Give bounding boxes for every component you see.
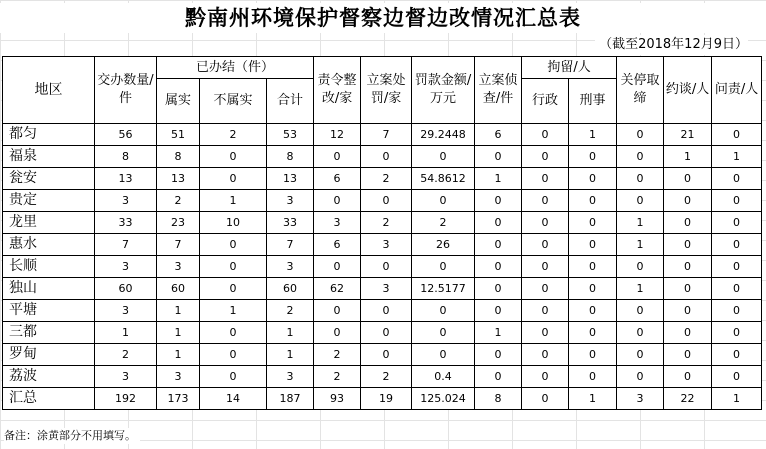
cell-region: 龙里 bbox=[3, 212, 95, 234]
table-row bbox=[3, 190, 762, 212]
cell-closed-true: 3 bbox=[157, 256, 200, 278]
cell-rectify: 6 bbox=[314, 168, 361, 190]
cell-closed-false: 1 bbox=[200, 300, 267, 322]
cell-interview: 21 bbox=[664, 124, 712, 146]
header-closed-false: 不属实 bbox=[200, 79, 267, 124]
cell-closed-false: 0 bbox=[200, 168, 267, 190]
cell-handed: 33 bbox=[95, 212, 157, 234]
cell-fine: 0 bbox=[412, 300, 475, 322]
cell-region: 惠水 bbox=[3, 234, 95, 256]
cell-case-penalty: 2 bbox=[361, 366, 412, 388]
cell-fine: 2 bbox=[412, 212, 475, 234]
table-row bbox=[3, 366, 762, 388]
cell-closed-false: 0 bbox=[200, 344, 267, 366]
sheet-title: 黔南州环境保护督察边督边改情况汇总表 bbox=[0, 3, 766, 33]
cell-accountable: 0 bbox=[712, 124, 762, 146]
cell-interview: 0 bbox=[664, 256, 712, 278]
cell-shutdown: 1 bbox=[617, 278, 664, 300]
cell-region: 贵定 bbox=[3, 190, 95, 212]
cell-detain-crim: 0 bbox=[569, 278, 617, 300]
cell-closed-total: 53 bbox=[267, 124, 314, 146]
header-interview: 约谈/人 bbox=[664, 57, 712, 124]
cell-fine: 26 bbox=[412, 234, 475, 256]
table-row bbox=[3, 388, 762, 410]
cell-rectify: 62 bbox=[314, 278, 361, 300]
cell-closed-true: 51 bbox=[157, 124, 200, 146]
cell-region: 独山 bbox=[3, 278, 95, 300]
cell-fine: 0 bbox=[412, 344, 475, 366]
cell-closed-true: 3 bbox=[157, 366, 200, 388]
cell-closed-false: 0 bbox=[200, 366, 267, 388]
cell-closed-total: 3 bbox=[267, 190, 314, 212]
cell-shutdown: 0 bbox=[617, 256, 664, 278]
cell-closed-false: 10 bbox=[200, 212, 267, 234]
cell-rectify: 12 bbox=[314, 124, 361, 146]
cell-closed-false: 0 bbox=[200, 146, 267, 168]
cell-accountable: 0 bbox=[712, 212, 762, 234]
header-closed-group: 已办结（件） bbox=[157, 57, 314, 79]
cell-handed: 2 bbox=[95, 344, 157, 366]
cell-case-invest: 1 bbox=[475, 168, 522, 190]
cell-closed-false: 14 bbox=[200, 388, 267, 410]
cell-closed-true: 1 bbox=[157, 322, 200, 344]
cell-closed-true: 60 bbox=[157, 278, 200, 300]
cell-closed-total: 1 bbox=[267, 322, 314, 344]
cell-detain-crim: 0 bbox=[569, 146, 617, 168]
table-row bbox=[3, 146, 762, 168]
header-detain-group: 拘留/人 bbox=[522, 57, 617, 79]
cell-case-penalty: 0 bbox=[361, 256, 412, 278]
cell-closed-true: 1 bbox=[157, 300, 200, 322]
cell-closed-false: 0 bbox=[200, 256, 267, 278]
cell-case-penalty: 0 bbox=[361, 344, 412, 366]
cell-shutdown: 1 bbox=[617, 212, 664, 234]
cell-closed-total: 8 bbox=[267, 146, 314, 168]
cell-handed: 60 bbox=[95, 278, 157, 300]
cell-interview: 22 bbox=[664, 388, 712, 410]
cell-accountable: 1 bbox=[712, 146, 762, 168]
cell-region: 罗甸 bbox=[3, 344, 95, 366]
cell-shutdown: 1 bbox=[617, 234, 664, 256]
cell-detain-admin: 0 bbox=[522, 366, 569, 388]
cell-case-penalty: 0 bbox=[361, 300, 412, 322]
cell-detain-crim: 0 bbox=[569, 322, 617, 344]
cell-detain-admin: 0 bbox=[522, 300, 569, 322]
cell-closed-true: 1 bbox=[157, 344, 200, 366]
table-row bbox=[3, 300, 762, 322]
cell-detain-admin: 0 bbox=[522, 234, 569, 256]
cell-fine: 0.4 bbox=[412, 366, 475, 388]
cell-case-invest: 0 bbox=[475, 234, 522, 256]
cell-case-invest: 8 bbox=[475, 388, 522, 410]
cell-shutdown: 0 bbox=[617, 344, 664, 366]
cell-detain-admin: 0 bbox=[522, 146, 569, 168]
cell-region: 平塘 bbox=[3, 300, 95, 322]
cell-handed: 3 bbox=[95, 256, 157, 278]
cell-rectify: 0 bbox=[314, 322, 361, 344]
cell-shutdown: 0 bbox=[617, 146, 664, 168]
table-row bbox=[3, 212, 762, 234]
cell-rectify: 0 bbox=[314, 146, 361, 168]
as-of-date: （截至2018年12月9日） bbox=[595, 35, 748, 55]
cell-interview: 0 bbox=[664, 300, 712, 322]
cell-case-penalty: 0 bbox=[361, 322, 412, 344]
cell-accountable: 0 bbox=[712, 300, 762, 322]
cell-closed-true: 8 bbox=[157, 146, 200, 168]
cell-detain-admin: 0 bbox=[522, 278, 569, 300]
header-handed: 交办数量/件 bbox=[95, 57, 157, 124]
cell-interview: 0 bbox=[664, 278, 712, 300]
cell-detain-crim: 1 bbox=[569, 124, 617, 146]
cell-closed-true: 23 bbox=[157, 212, 200, 234]
header-case-penalty: 立案处罚/家 bbox=[361, 57, 412, 124]
table-body bbox=[3, 124, 762, 410]
cell-closed-total: 2 bbox=[267, 300, 314, 322]
cell-interview: 0 bbox=[664, 344, 712, 366]
cell-shutdown: 0 bbox=[617, 300, 664, 322]
cell-accountable: 0 bbox=[712, 256, 762, 278]
table-row bbox=[3, 168, 762, 190]
cell-interview: 0 bbox=[664, 366, 712, 388]
cell-interview: 1 bbox=[664, 146, 712, 168]
cell-closed-true: 173 bbox=[157, 388, 200, 410]
cell-region: 福泉 bbox=[3, 146, 95, 168]
cell-closed-false: 1 bbox=[200, 190, 267, 212]
cell-interview: 0 bbox=[664, 212, 712, 234]
summary-table bbox=[2, 56, 762, 410]
cell-case-invest: 0 bbox=[475, 278, 522, 300]
cell-accountable: 0 bbox=[712, 366, 762, 388]
header-closed-true: 属实 bbox=[157, 79, 200, 124]
table-row bbox=[3, 278, 762, 300]
table-row bbox=[3, 234, 762, 256]
cell-handed: 7 bbox=[95, 234, 157, 256]
cell-closed-total: 3 bbox=[267, 366, 314, 388]
cell-interview: 0 bbox=[664, 234, 712, 256]
cell-closed-false: 0 bbox=[200, 234, 267, 256]
cell-region: 三都 bbox=[3, 322, 95, 344]
table-row bbox=[3, 344, 762, 366]
cell-interview: 0 bbox=[664, 168, 712, 190]
table-row bbox=[3, 256, 762, 278]
cell-detain-crim: 1 bbox=[569, 388, 617, 410]
table-row bbox=[3, 124, 762, 146]
cell-detain-crim: 0 bbox=[569, 256, 617, 278]
header-detain-admin: 行政 bbox=[522, 79, 569, 124]
cell-accountable: 0 bbox=[712, 278, 762, 300]
cell-region: 汇总 bbox=[3, 388, 95, 410]
cell-closed-false: 0 bbox=[200, 278, 267, 300]
cell-rectify: 0 bbox=[314, 256, 361, 278]
cell-shutdown: 3 bbox=[617, 388, 664, 410]
cell-detain-admin: 0 bbox=[522, 388, 569, 410]
cell-fine: 0 bbox=[412, 146, 475, 168]
cell-fine: 29.2448 bbox=[412, 124, 475, 146]
cell-rectify: 2 bbox=[314, 366, 361, 388]
cell-shutdown: 0 bbox=[617, 124, 664, 146]
cell-rectify: 0 bbox=[314, 300, 361, 322]
cell-fine: 125.024 bbox=[412, 388, 475, 410]
header-region: 地区 bbox=[3, 57, 95, 124]
cell-case-invest: 0 bbox=[475, 256, 522, 278]
cell-accountable: 0 bbox=[712, 168, 762, 190]
cell-rectify: 3 bbox=[314, 212, 361, 234]
header-row-1 bbox=[3, 57, 762, 79]
cell-closed-total: 3 bbox=[267, 256, 314, 278]
cell-case-invest: 0 bbox=[475, 146, 522, 168]
cell-closed-true: 7 bbox=[157, 234, 200, 256]
cell-interview: 0 bbox=[664, 322, 712, 344]
cell-accountable: 0 bbox=[712, 322, 762, 344]
cell-case-penalty: 19 bbox=[361, 388, 412, 410]
header-closed-total: 合计 bbox=[267, 79, 314, 124]
cell-shutdown: 0 bbox=[617, 322, 664, 344]
cell-closed-false: 0 bbox=[200, 322, 267, 344]
cell-detain-admin: 0 bbox=[522, 322, 569, 344]
cell-region: 荔波 bbox=[3, 366, 95, 388]
header-detain-crim: 刑事 bbox=[569, 79, 617, 124]
cell-detain-crim: 0 bbox=[569, 190, 617, 212]
header-accountable: 问责/人 bbox=[712, 57, 762, 124]
cell-case-invest: 0 bbox=[475, 212, 522, 234]
cell-detain-admin: 0 bbox=[522, 190, 569, 212]
cell-case-invest: 0 bbox=[475, 300, 522, 322]
cell-region: 都匀 bbox=[3, 124, 95, 146]
cell-accountable: 1 bbox=[712, 388, 762, 410]
header-case-invest: 立案侦查/件 bbox=[475, 57, 522, 124]
cell-fine: 0 bbox=[412, 256, 475, 278]
cell-region: 长顺 bbox=[3, 256, 95, 278]
table-row bbox=[3, 322, 762, 344]
cell-case-invest: 6 bbox=[475, 124, 522, 146]
cell-region: 瓮安 bbox=[3, 168, 95, 190]
cell-closed-total: 60 bbox=[267, 278, 314, 300]
cell-detain-admin: 0 bbox=[522, 256, 569, 278]
cell-closed-total: 13 bbox=[267, 168, 314, 190]
cell-closed-total: 187 bbox=[267, 388, 314, 410]
cell-shutdown: 0 bbox=[617, 168, 664, 190]
cell-detain-crim: 0 bbox=[569, 212, 617, 234]
cell-rectify: 93 bbox=[314, 388, 361, 410]
cell-fine: 12.5177 bbox=[412, 278, 475, 300]
cell-case-penalty: 2 bbox=[361, 212, 412, 234]
cell-closed-total: 7 bbox=[267, 234, 314, 256]
cell-detain-admin: 0 bbox=[522, 344, 569, 366]
cell-detain-admin: 0 bbox=[522, 124, 569, 146]
cell-case-penalty: 0 bbox=[361, 190, 412, 212]
cell-detain-crim: 0 bbox=[569, 344, 617, 366]
cell-detain-crim: 0 bbox=[569, 234, 617, 256]
cell-handed: 192 bbox=[95, 388, 157, 410]
footnote: 备注：涂黄部分不用填写。 bbox=[4, 428, 140, 444]
cell-closed-total: 1 bbox=[267, 344, 314, 366]
cell-closed-false: 2 bbox=[200, 124, 267, 146]
cell-shutdown: 0 bbox=[617, 366, 664, 388]
cell-detain-admin: 0 bbox=[522, 168, 569, 190]
cell-detain-admin: 0 bbox=[522, 212, 569, 234]
cell-handed: 3 bbox=[95, 366, 157, 388]
cell-detain-crim: 0 bbox=[569, 366, 617, 388]
cell-closed-total: 33 bbox=[267, 212, 314, 234]
cell-case-penalty: 3 bbox=[361, 234, 412, 256]
header-rectify: 责令整改/家 bbox=[314, 57, 361, 124]
cell-accountable: 0 bbox=[712, 344, 762, 366]
cell-interview: 0 bbox=[664, 190, 712, 212]
cell-accountable: 0 bbox=[712, 234, 762, 256]
cell-case-invest: 1 bbox=[475, 322, 522, 344]
cell-detain-crim: 0 bbox=[569, 300, 617, 322]
cell-case-invest: 0 bbox=[475, 344, 522, 366]
cell-rectify: 0 bbox=[314, 190, 361, 212]
cell-case-penalty: 0 bbox=[361, 146, 412, 168]
cell-handed: 56 bbox=[95, 124, 157, 146]
cell-rectify: 6 bbox=[314, 234, 361, 256]
cell-closed-true: 2 bbox=[157, 190, 200, 212]
cell-rectify: 2 bbox=[314, 344, 361, 366]
cell-handed: 1 bbox=[95, 322, 157, 344]
cell-handed: 3 bbox=[95, 300, 157, 322]
cell-closed-true: 13 bbox=[157, 168, 200, 190]
cell-case-invest: 0 bbox=[475, 190, 522, 212]
cell-fine: 0 bbox=[412, 322, 475, 344]
header-fine: 罚款金额/万元 bbox=[412, 57, 475, 124]
cell-detain-crim: 0 bbox=[569, 168, 617, 190]
cell-case-penalty: 7 bbox=[361, 124, 412, 146]
header-shutdown: 关停取缔 bbox=[617, 57, 664, 124]
cell-case-invest: 0 bbox=[475, 366, 522, 388]
cell-fine: 0 bbox=[412, 190, 475, 212]
cell-fine: 54.8612 bbox=[412, 168, 475, 190]
cell-case-penalty: 2 bbox=[361, 168, 412, 190]
cell-handed: 8 bbox=[95, 146, 157, 168]
cell-accountable: 0 bbox=[712, 190, 762, 212]
cell-case-penalty: 3 bbox=[361, 278, 412, 300]
cell-shutdown: 0 bbox=[617, 190, 664, 212]
cell-handed: 13 bbox=[95, 168, 157, 190]
cell-handed: 3 bbox=[95, 190, 157, 212]
